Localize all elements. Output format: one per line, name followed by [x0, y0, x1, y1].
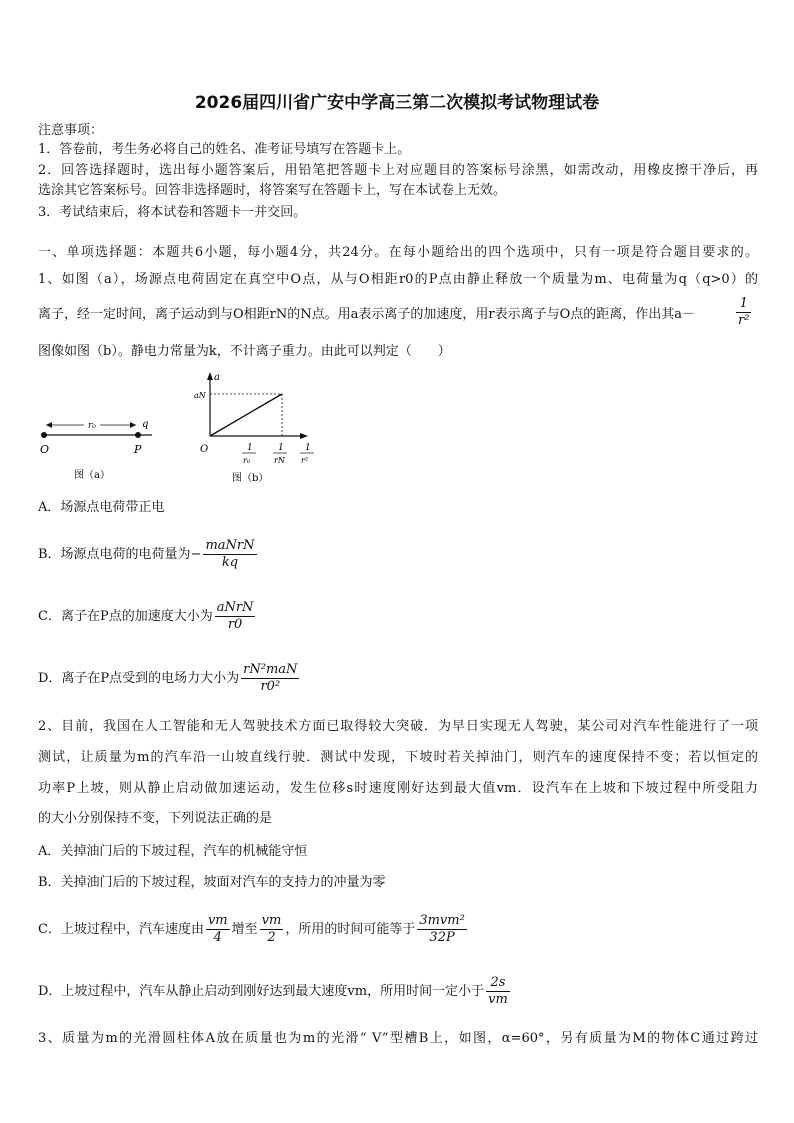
label-q: q — [142, 419, 149, 430]
fraction — [486, 975, 510, 1008]
arrowhead — [130, 422, 136, 428]
fraction — [417, 913, 466, 946]
fraction-denominator: 2 — [267, 930, 276, 945]
q2-option-d — [38, 975, 758, 1008]
arrowhead — [207, 372, 213, 380]
fraction-denominator: r0² — [260, 679, 281, 694]
notice-item: 1．答卷前，考生务必将自己的姓名、准考证号填写在答题卡上。 — [38, 142, 411, 157]
page-title: 2026届四川省广安中学高三第二次模拟考试物理试卷 — [194, 93, 600, 113]
caption-a: 图（a） — [74, 470, 110, 481]
option-text: D．离子在P点受到的电场力大小为 — [38, 671, 240, 686]
point-p — [135, 432, 141, 438]
fraction-denominator: vm — [488, 992, 508, 1007]
label-a: a — [214, 372, 220, 383]
q2-option-a: A．关掉油门后的下坡过程，汽车的机械能守恒 — [38, 844, 308, 859]
axis-label-num: 1 — [305, 443, 311, 453]
section-heading: 一、单项选择题：本题共6小题，每小题4分，共24分。在每小题给出的四个选项中，只有一项是符合题目要求的。 — [38, 245, 758, 260]
tick-label-num: 1 — [278, 443, 284, 453]
arrowhead — [300, 433, 308, 439]
arrowhead — [46, 422, 52, 428]
q2-line: 的大小分别保持不变，下列说法正确的是 — [38, 811, 273, 826]
option-text: C．离子在P点的加速度大小为 — [38, 609, 213, 624]
fraction — [215, 600, 256, 633]
q1-option-b — [38, 538, 758, 571]
label-p: P — [134, 443, 142, 456]
notice-heading: 注意事项： — [38, 123, 104, 138]
figure-b — [190, 368, 330, 488]
tick-label-den: rN — [274, 456, 285, 465]
label-o: O — [200, 444, 209, 455]
fraction-numerator: aNrN — [216, 600, 254, 615]
figure-a — [34, 410, 164, 490]
fraction-numerator: rN²maN — [243, 662, 298, 677]
q1-option-d — [38, 662, 758, 695]
label-an: aN — [194, 391, 206, 400]
caption-b: 图（b） — [232, 473, 269, 484]
q1-line: 离子，经一定时间，离子运动到与O相距rN的N点。用a表示离子的加速度，用r表示离子与O点的距离，作出其a－ — [38, 307, 695, 322]
q2-option-b: B．关掉油门后的下坡过程，坡面对汽车的支持力的冲量为零 — [38, 875, 386, 890]
fraction — [203, 538, 256, 571]
fraction-denominator: 32P — [429, 930, 455, 945]
fraction-denominator: 4 — [213, 930, 222, 945]
graph-line — [210, 394, 282, 436]
fraction-numerator: 3mvm² — [419, 913, 465, 928]
notice-item: 3．考试结束后，将本试卷和答题卡一并交回。 — [38, 205, 307, 220]
fraction-denominator: r² — [738, 313, 750, 328]
point-o — [41, 432, 47, 438]
tick-label-den: r₀ — [243, 456, 251, 465]
axis-label-den: r² — [301, 456, 309, 465]
q2-option-c — [38, 913, 758, 946]
q2-line: 测试，让质量为m的汽车沿一山坡直线行驶．测试中发现，下坡时若关掉油门，则汽车的速度保持不变；若以恒定的 — [38, 750, 758, 765]
q2-line: 功率P上坡，则从静止启动做加速运动，发生位移s时速度刚好达到最大值vm．设汽车在上坡和下坡过程中所受阻力 — [38, 781, 758, 796]
fraction — [206, 913, 230, 946]
notice-item: 选涂其它答案标号。回答非选择题时，将答案写在答题卡上，写在本试卷上无效。 — [38, 183, 507, 198]
fraction-denominator: kq — [221, 555, 239, 570]
q2-line: 2、目前，我国在人工智能和无人驾驶技术方面已取得较大突破．为早日实现无人驾驶，某公司对汽车性能进行了一项 — [38, 719, 758, 734]
q1-line: 1、如图（a），场源点电荷固定在真空中O点，从与O相距r0的P点由静止释放一个质量为m、电荷量为q（q>0）的 — [38, 272, 758, 287]
tick-label-num: 1 — [247, 443, 253, 453]
fraction-numerator: 1 — [736, 296, 751, 313]
fraction — [241, 662, 299, 695]
fraction-denominator: r0 — [227, 617, 243, 632]
fraction-numerator: vm — [261, 913, 282, 928]
q1-option-c — [38, 600, 758, 633]
option-text: B．场源点电荷的电荷量为− — [38, 547, 202, 562]
fraction-numerator: maNrN — [205, 538, 255, 553]
label-r0: r₀ — [88, 421, 96, 431]
fraction — [260, 913, 284, 946]
fraction-numerator: 2s — [486, 975, 510, 992]
option-text: C．上坡过程中，汽车速度由 — [38, 922, 204, 937]
option-text: ，所用的时间可能等于 — [285, 922, 416, 937]
notice-item: 2．回答选择题时，选出每小题答案后，用铅笔把答题卡上对应题目的答案标号涂黑，如需改动，用橡皮擦干净后，再 — [38, 163, 758, 178]
q3-line: 3、质量为m的光滑圆柱体A放在质量也为m的光滑“ V”型槽B上，如图，α=60°，另有质量为M的物体C通过跨过 — [38, 1031, 758, 1046]
option-text: 增至 — [231, 922, 258, 937]
option-text: D．上坡过程中，汽车从静止启动到刚好达到最大速度vm，所用时间一定小于 — [38, 984, 485, 999]
q1-fraction — [736, 296, 751, 329]
q1-option-a: A．场源点电荷带正电 — [38, 500, 165, 515]
fraction-numerator: vm — [207, 913, 228, 928]
label-o: O — [40, 443, 50, 456]
q1-line: 图像如图（b）。静电力常量为k，不计离子重力。由此可以判定（ ） — [38, 344, 451, 359]
